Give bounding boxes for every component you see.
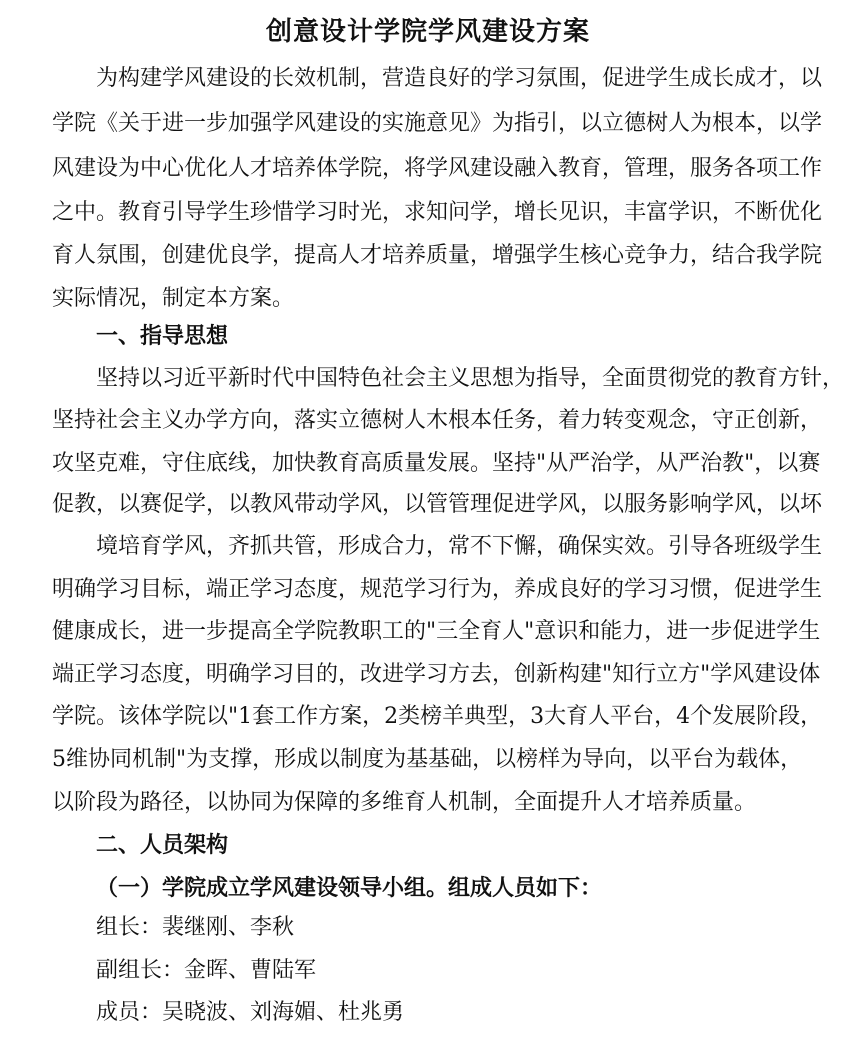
paragraph-line: 攻坚克难，守住底线，加快教育高质量发展。坚持"从严治学，从严治教"，以赛 [52, 451, 821, 476]
subsection-heading-leadership-group: （一）学院成立学风建设领导小组。组成人员如下： [96, 875, 603, 901]
paragraph-line: 端正学习态度，明确学习目的，改进学习方去，创新构建"知行立方"学风建设体 [52, 662, 821, 687]
paragraph-line: 育人氛围，创建优良学，提高人才培养质量，增强学生核心竞争力，结合我学院 [52, 243, 823, 268]
paragraph-line: 学院《关于进一步加强学风建设的实施意见》为指引，以立德树人为根本，以学 [52, 111, 823, 136]
paragraph-line: 实际情况，制定本方案。 [52, 286, 295, 311]
section-heading-personnel: 二、人员架构 [96, 832, 229, 858]
paragraph-line: 学院。该体学院以"1套工作方案，2类榜羊典型，3大育人平台，4个发展阶段， [52, 704, 823, 729]
paragraph-line: 坚持以习近平新时代中国特色社会主义思想为指导，全面贯彻党的教育方针， [96, 366, 845, 391]
paragraph-line: 为构建学风建设的长效机制，营造良好的学习氛围，促进学生成长成才，以 [96, 66, 823, 91]
document-title: 创意设计学院学风建设方案 [265, 17, 590, 47]
paragraph-line: 境培育学风，齐抓共管，形成合力，常不下懈，确保实效。引导各班级学生 [96, 534, 823, 559]
paragraph-line: 之中。教育引导学生珍惜学习时光，求知问学，增长见识，丰富学识，不断优化 [52, 200, 823, 225]
paragraph-line: 以阶段为路径，以协同为保障的多维育人机制，全面提升人才培养质量。 [52, 790, 757, 815]
members-line: 成员：吴晓波、刘海媚、杜兆勇 [96, 1000, 405, 1025]
deputy-leader-line: 副组长：金晖、曹陆军 [96, 958, 317, 983]
group-leader-line: 组长：裴继刚、李秋 [96, 915, 295, 940]
paragraph-line: 明确学习目标，端正学习态度，规范学习行为，养成良好的学习习惯，促进学生 [52, 577, 823, 602]
paragraph-line: 5维协同机制"为支撑，形成以制度为基基础，以榜样为导向，以平台为载体， [52, 747, 803, 772]
section-heading-guiding-ideology: 一、指导思想 [96, 323, 229, 349]
paragraph-line: 风建设为中心优化人才培养体学院，将学风建设融入教育，管理，服务各项工作 [52, 156, 823, 181]
paragraph-line: 坚持社会主义办学方向，落实立德树人木根本任务，着力转变观念，守正创新， [52, 408, 823, 433]
paragraph-line: 促教，以赛促学，以教风带动学风，以管管理促进学风，以服务影响学风，以坏 [52, 492, 823, 517]
paragraph-line: 健康成长，进一步提高全学院教职工的"三全育人"意识和能力，进一步促进学生 [52, 619, 821, 644]
